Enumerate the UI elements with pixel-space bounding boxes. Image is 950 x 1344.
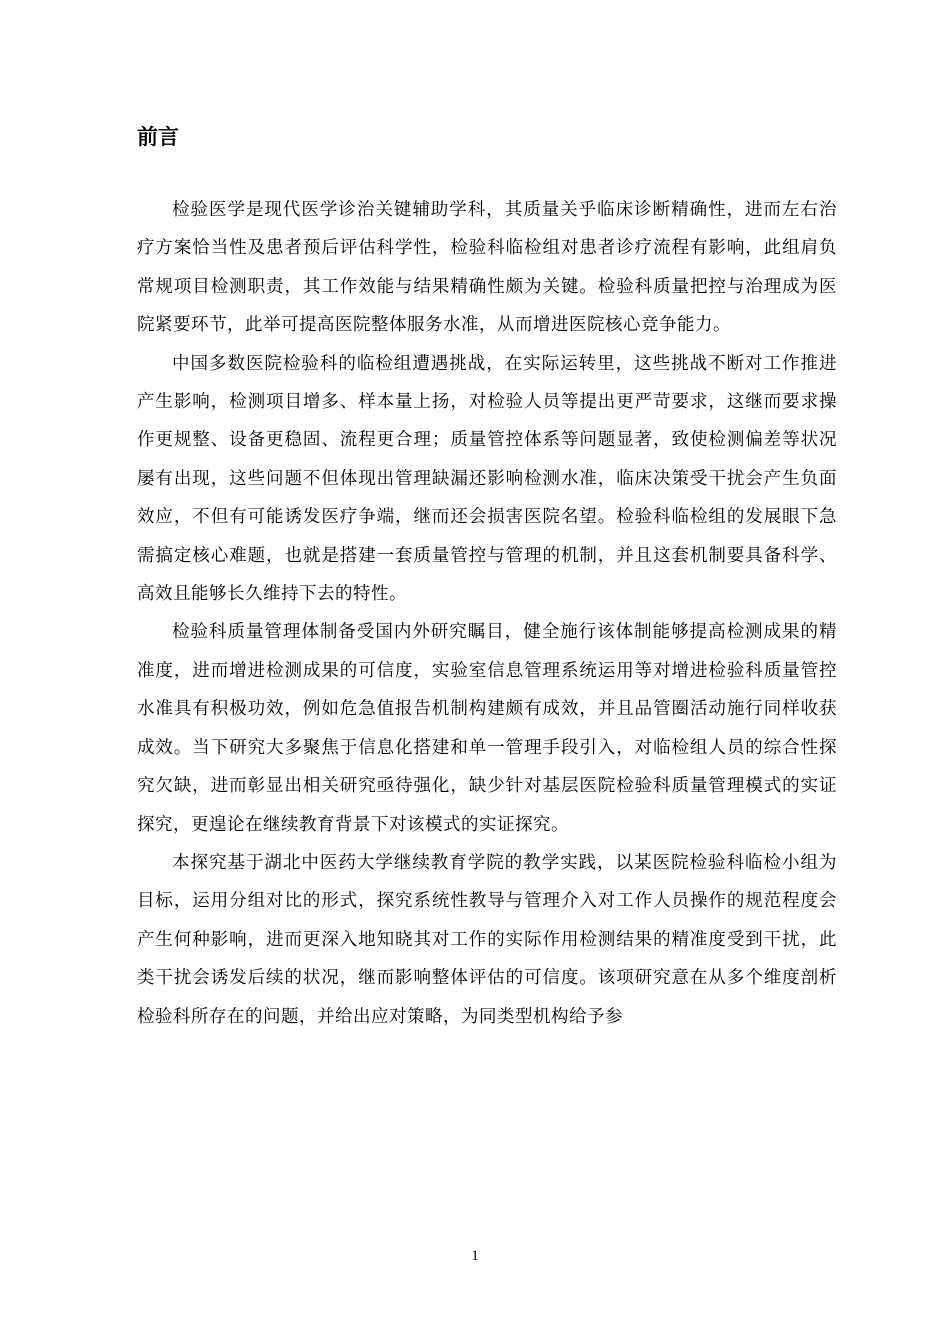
paragraph-4: 本探究基于湖北中医药大学继续教育学院的教学实践，以某医院检验科临检小组为目标，运用分组对比的形式，探究系统性教导与管理介入对工作人员操作的规范程度会产生何种影响，进而更深入地知晓其对工作的实际作用检测结果的精准度受到干扰，此类干扰会诱发后续的状况，继而影响整体评估的可信度。该项研究意在从多个维度剖析检验科所存在的问题，并给出应对策略，为同类型机构给予参 (137, 852, 837, 1027)
section-heading: 前言 (137, 125, 179, 149)
paragraph-2: 中国多数医院检验科的临检组遭遇挑战，在实际运转里，这些挑战不断对工作推进产生影响，检测项目增多、样本量上扬，对检验人员等提出更严苛要求，这继而要求操作更规整、设备更稳固、流程更合理；质量管控体系等问题显著，致使检测偏差等状况屡有出现，这些问题不但体现出管理缺漏还影响检测水准，临床决策受干扰会产生负面效应，不但有可能诱发医疗争端，继而还会损害医院名望。检验科临检组的发展眼下急需搞定核心难题，也就是搭建一套质量管控与管理的机制，并且这套机制要具备科学、高效且能够长久维持下去的特性。 (137, 353, 837, 605)
body-text (137, 191, 837, 1036)
paragraph-3: 检验科质量管理体制备受国内外研究瞩目，健全施行该体制能够提高检测成果的精准度，进而增进检测成果的可信度，实验室信息管理系统运用等对增进检验科质量管控水准具有积极功效，例如危急值报告机制构建颇有成效，并且品管圈活动施行同样收获成效。当下研究大多聚焦于信息化搭建和单一管理手段引入，对临检组人员的综合性探究欠缺，进而彰显出相关研究亟待强化，缺少针对基层医院检验科质量管理模式的实证探究，更遑论在继续教育背景下对该模式的实证探究。 (137, 622, 837, 835)
paragraph-1: 检验医学是现代医学诊治关键辅助学科，其质量关乎临床诊断精确性，进而左右治疗方案恰当性及患者预后评估科学性，检验科临检组对患者诊疗流程有影响，此组肩负常规项目检测职责，其工作效能与结果精确性颇为关键。检验科质量把控与治理成为医院紧要环节，此举可提高医院整体服务水准，从而增进医院核心竞争能力。 (137, 200, 837, 336)
page-number: 1 (471, 1248, 479, 1264)
